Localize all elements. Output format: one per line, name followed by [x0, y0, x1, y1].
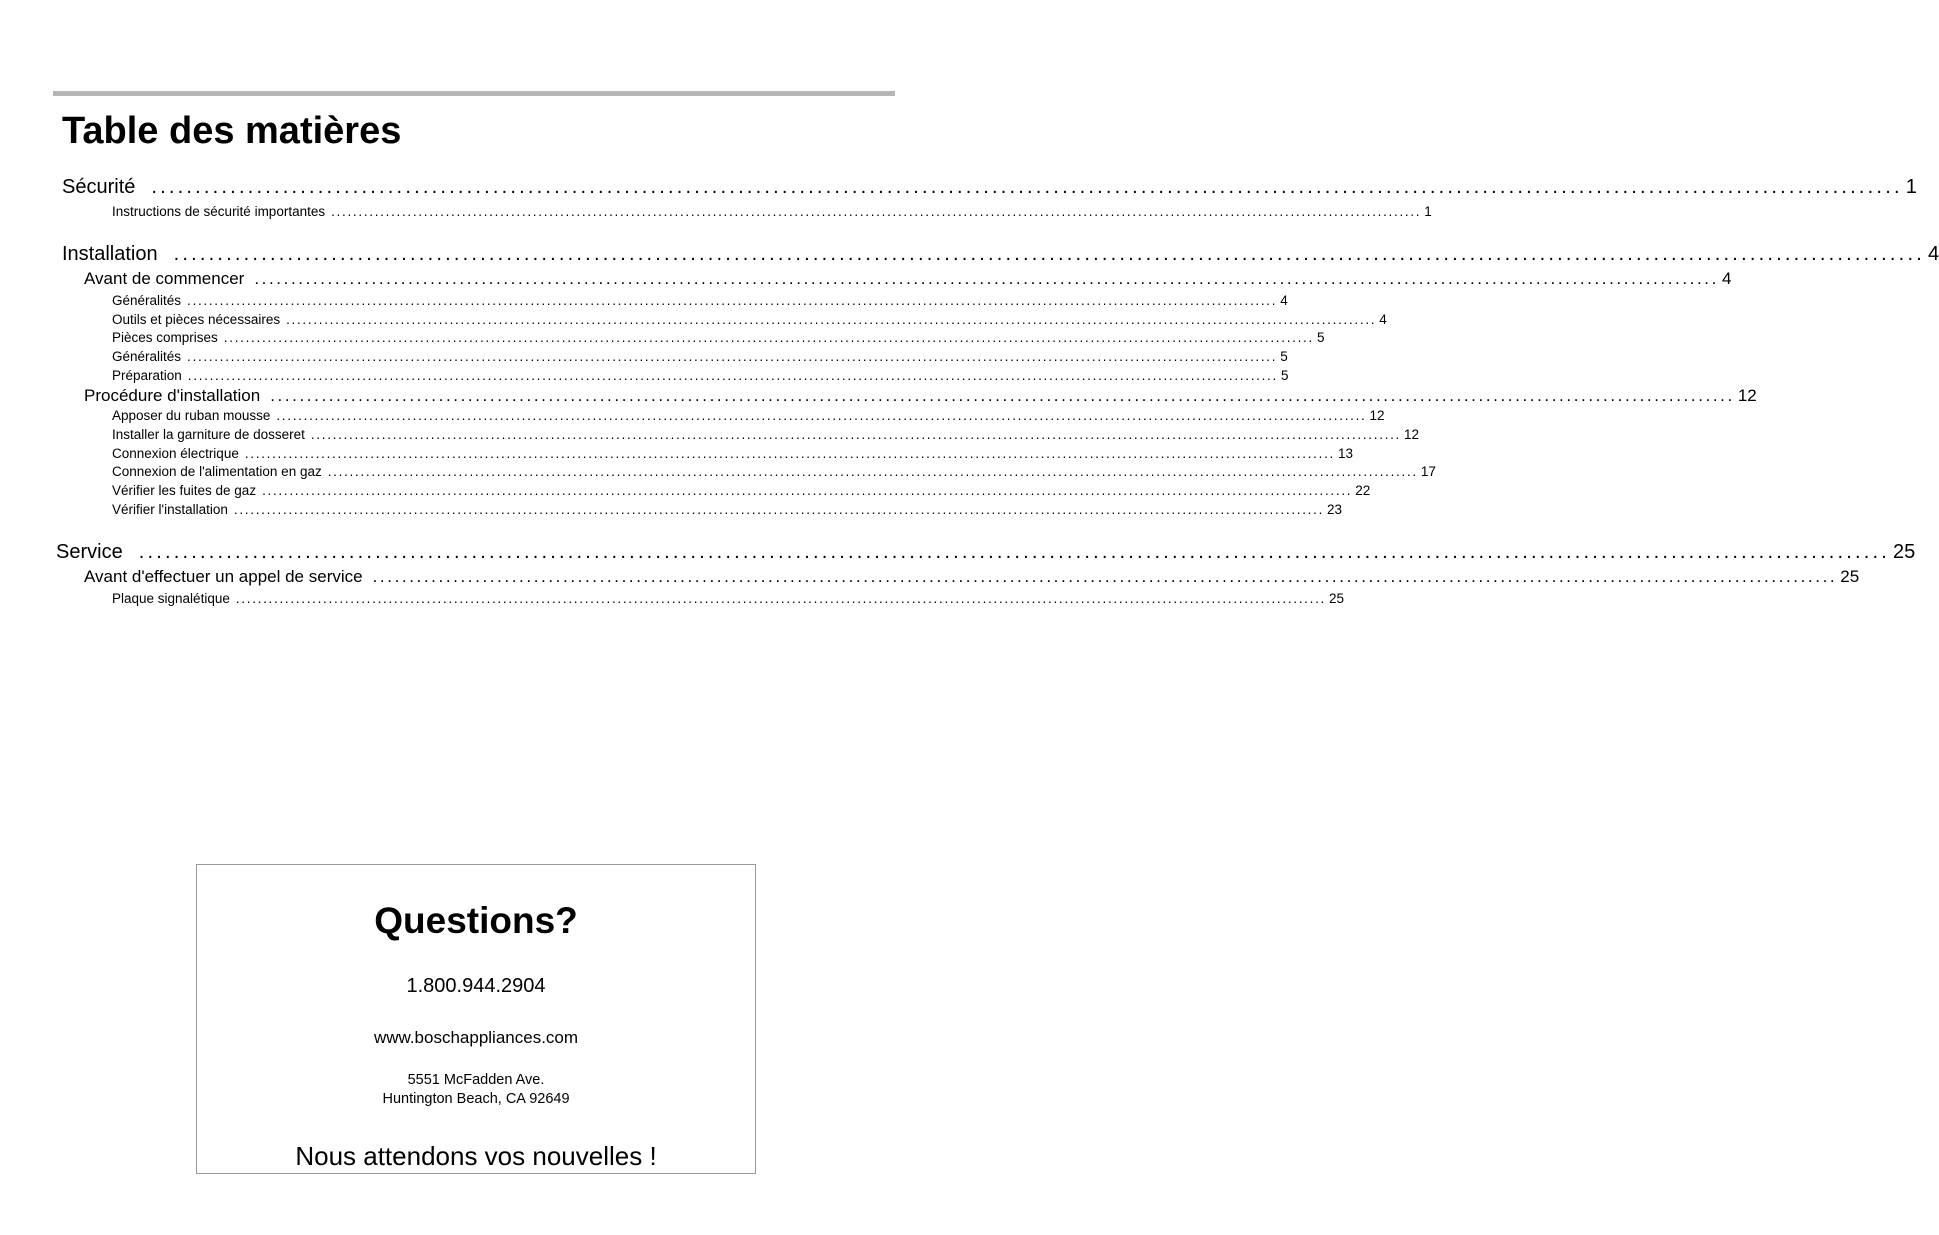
- address-line-1: 5551 McFadden Ave.: [407, 1072, 545, 1088]
- toc-entry-label: Connexion électrique: [112, 446, 239, 461]
- dot-leader: ........................................................................................................................................................................................................: [327, 464, 1418, 479]
- dot-leader: ........................................................................................................................................................................................................: [372, 567, 1838, 586]
- toc-entry-label: Avant de commencer: [84, 269, 245, 288]
- toc-entry[interactable]: [112, 426, 1420, 443]
- toc-entry-page-number: 1: [1424, 204, 1432, 219]
- closing-tagline: Nous attendons vos nouvelles !: [295, 1141, 657, 1171]
- toc-entry-page-number: 4: [1927, 243, 1939, 265]
- toc-entry-page-number: 12: [1737, 386, 1757, 405]
- dot-leader: ........................................................................................................................................................................................................: [233, 502, 1325, 517]
- dot-leader: ........................................................................................................................................................................................................: [286, 312, 1377, 327]
- toc-entry[interactable]: [84, 567, 1860, 587]
- questions-title: Questions?: [374, 900, 578, 941]
- phone-number[interactable]: 1.800.944.2904: [406, 975, 546, 997]
- toc-entry[interactable]: [62, 175, 1917, 199]
- toc-entry[interactable]: [112, 348, 1288, 365]
- toc-entry[interactable]: [84, 386, 1757, 406]
- dot-leader: ........................................................................................................................................................................................................: [254, 269, 1719, 288]
- toc-entry-label: Outils et pièces nécessaires: [112, 312, 281, 327]
- page-title: Table des matières: [62, 110, 402, 152]
- toc-entry[interactable]: [112, 590, 1345, 607]
- toc-entry-page-number: 25: [1893, 541, 1916, 563]
- toc-entry-label: Généralités: [112, 349, 182, 364]
- toc-entry-page-number: 1: [1905, 176, 1917, 198]
- dot-leader: ........................................................................................................................................................................................................: [173, 243, 1925, 265]
- toc-entry-label: Préparation: [112, 368, 182, 383]
- toc-entry-label: Vérifier l'installation: [112, 502, 228, 517]
- toc-entry-page-number: 23: [1327, 502, 1343, 517]
- toc-entry[interactable]: [112, 445, 1354, 462]
- toc-entry-label: Installer la garniture de dosseret: [112, 427, 305, 442]
- toc-entry-page-number: 17: [1420, 464, 1436, 479]
- dot-leader: ........................................................................................................................................................................................................: [223, 330, 1314, 345]
- toc-entry-page-number: 4: [1721, 269, 1732, 288]
- toc-entry-page-number: 5: [1280, 349, 1288, 364]
- toc-entry-label: Service: [56, 541, 123, 563]
- toc-entry-page-number: 25: [1840, 567, 1860, 586]
- toc-entry-page-number: 5: [1280, 368, 1289, 383]
- toc-entry-label: Connexion de l'alimentation en gaz: [112, 464, 322, 479]
- toc-entry-label: Pièces comprises: [112, 330, 218, 345]
- toc-entry-label: Procédure d'installation: [84, 386, 261, 405]
- dot-leader: ........................................................................................................................................................................................................: [244, 446, 1335, 461]
- dot-leader: ........................................................................................................................................................................................................: [331, 204, 1422, 219]
- dot-leader: ........................................................................................................................................................................................................: [187, 293, 1278, 308]
- dot-leader: ........................................................................................................................................................................................................: [138, 541, 1891, 563]
- toc-entry-label: Instructions de sécurité importantes: [112, 204, 326, 219]
- toc-entry[interactable]: [112, 311, 1387, 328]
- toc-entry[interactable]: [112, 482, 1371, 499]
- dot-leader: ........................................................................................................................................................................................................: [187, 368, 1278, 383]
- toc-entry-page-number: 12: [1404, 427, 1420, 442]
- toc-entry-label: Avant d'effectuer un appel de service: [84, 567, 363, 586]
- toc-entry[interactable]: [112, 292, 1288, 309]
- dot-leader: ........................................................................................................................................................................................................: [151, 176, 1903, 198]
- address-line-2: Huntington Beach, CA 92649: [382, 1091, 570, 1107]
- dot-leader: ........................................................................................................................................................................................................: [235, 591, 1326, 606]
- toc-entry-page-number: 22: [1355, 483, 1371, 498]
- toc-entry[interactable]: [112, 367, 1289, 384]
- toc-entry-page-number: 5: [1316, 330, 1325, 345]
- toc-entry[interactable]: [84, 269, 1732, 289]
- toc-entry-page-number: 13: [1338, 446, 1354, 461]
- toc-entry-label: Vérifier les fuites de gaz: [112, 483, 257, 498]
- toc-entry-page-number: 25: [1329, 591, 1345, 606]
- toc-entry-page-number: 4: [1379, 312, 1387, 327]
- toc-entry[interactable]: [56, 540, 1916, 564]
- toc-entry[interactable]: [62, 242, 1939, 266]
- questions-box: [196, 864, 756, 1174]
- toc-entry[interactable]: [112, 463, 1436, 480]
- toc-entry[interactable]: [112, 203, 1432, 220]
- dot-leader: ........................................................................................................................................................................................................: [276, 408, 1367, 423]
- toc-entry-label: Apposer du ruban mousse: [112, 408, 271, 423]
- website-link[interactable]: www.boschappliances.com: [373, 1028, 579, 1047]
- dot-leader: ........................................................................................................................................................................................................: [310, 427, 1402, 442]
- toc-entry[interactable]: [112, 407, 1385, 424]
- toc-entry[interactable]: [112, 501, 1343, 518]
- toc-entry[interactable]: [112, 329, 1325, 346]
- toc-entry-page-number: 12: [1369, 408, 1385, 423]
- toc-entry-label: Généralités: [112, 293, 182, 308]
- toc-entry-label: Sécurité: [62, 176, 136, 198]
- toc-entry-label: Installation: [62, 243, 158, 265]
- toc-entry-label: Plaque signalétique: [112, 591, 230, 606]
- dot-leader: ........................................................................................................................................................................................................: [187, 349, 1278, 364]
- dot-leader: ........................................................................................................................................................................................................: [262, 483, 1353, 498]
- toc-entry-page-number: 4: [1280, 293, 1288, 308]
- dot-leader: ........................................................................................................................................................................................................: [270, 386, 1735, 405]
